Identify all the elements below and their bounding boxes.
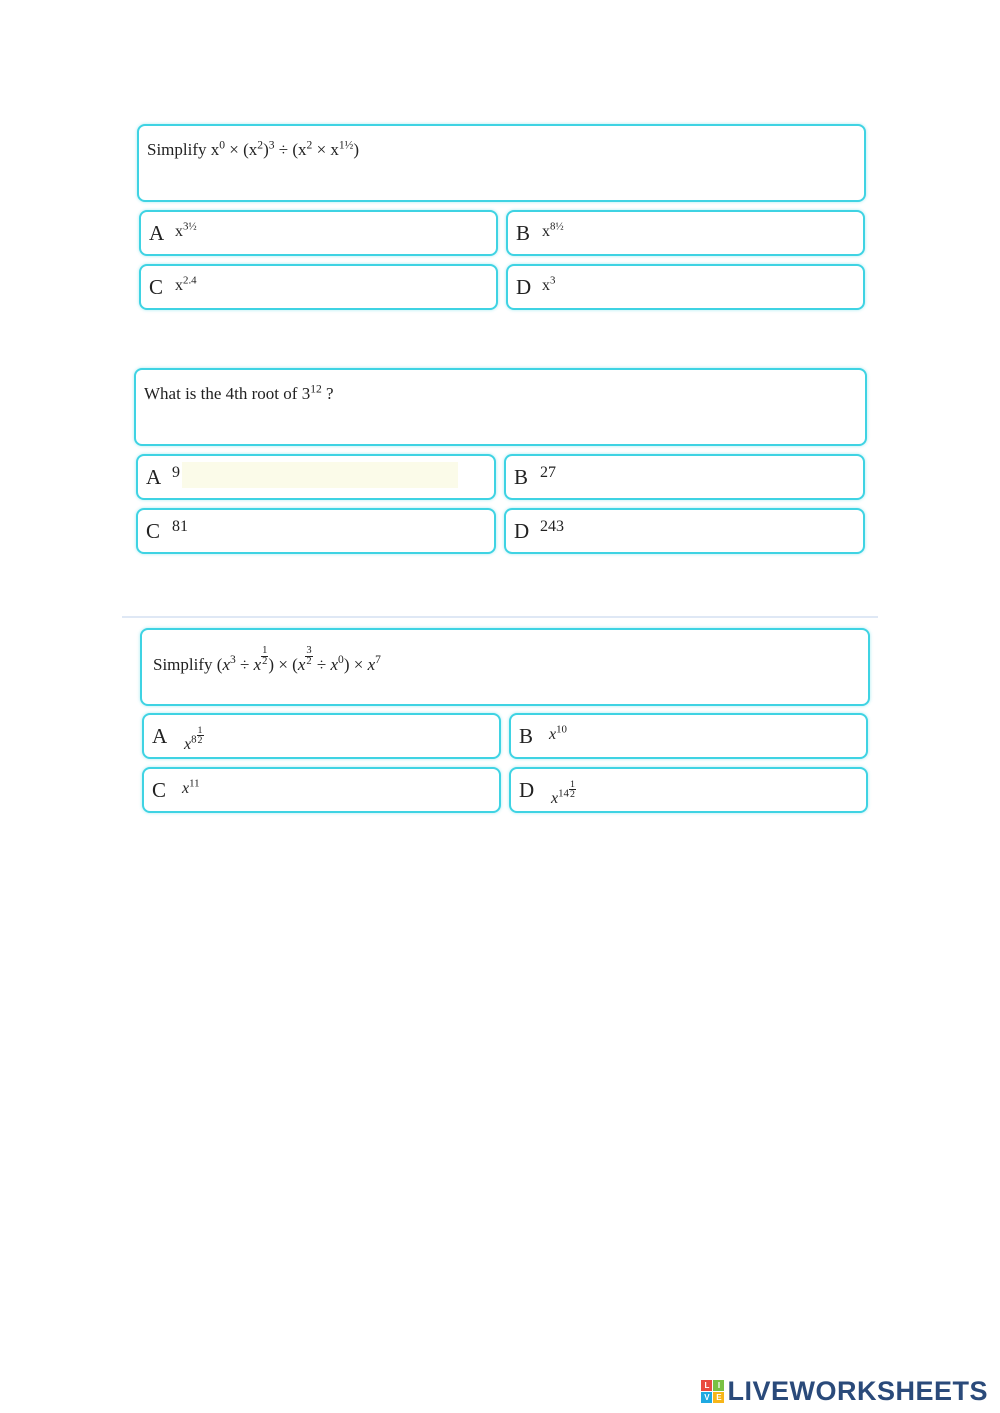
question-1-option-d[interactable] <box>506 264 865 310</box>
question-2-prefix: What is the 4th root of 3 <box>144 384 311 403</box>
option-letter: C <box>146 519 161 543</box>
option-value: 243 <box>540 518 564 535</box>
question-3-option-d[interactable] <box>509 767 868 813</box>
option-letter: A <box>146 465 162 489</box>
question-1-option-c[interactable] <box>139 264 498 310</box>
question-2-exponent: 12 <box>310 382 322 396</box>
liveworksheets-logo <box>701 1376 988 1407</box>
question-2-suffix: ? <box>321 384 334 403</box>
question-2-option-a[interactable] <box>136 454 496 500</box>
option-letter: B <box>519 724 534 748</box>
question-3-option-a[interactable] <box>142 713 501 759</box>
logo-mark-l: L <box>701 1380 712 1391</box>
option-value: $x^8$ $\frac{1}{2}$ <box>184 725 203 753</box>
option-value: 81 <box>172 518 188 535</box>
question-1-option-a[interactable] <box>139 210 498 256</box>
option-letter: C <box>152 778 167 802</box>
option-value: $x^{2.4}$ <box>175 274 197 294</box>
question-1-text: Simplify $x^0 \times (x^2)^3 \div (x^2 \times x^{1\frac{1}{2}})$ <box>147 138 360 159</box>
question-2-option-b[interactable] <box>504 454 865 500</box>
question-2-option-c[interactable] <box>136 508 496 554</box>
option-value: $x^{14}$ $\frac{1}{2}$ <box>551 779 575 807</box>
option-value: $x^{11}$ <box>182 777 200 797</box>
option-letter: A <box>149 221 165 245</box>
option-letter: D <box>514 519 530 543</box>
logo-mark-e: E <box>713 1392 724 1403</box>
question-1-box <box>137 124 866 202</box>
logo-text: LIVEWORKSHEETS <box>727 1376 988 1406</box>
question-1-prefix: Simplify x <box>147 140 220 159</box>
option-value: $x^{10}$ <box>549 723 567 743</box>
option-letter: B <box>514 465 529 489</box>
option-value: $x^{3\frac{1}{2}}$ <box>175 220 197 240</box>
option-letter: B <box>516 221 531 245</box>
option-letter: D <box>519 778 535 802</box>
section-divider <box>122 616 878 618</box>
question-2-option-d[interactable] <box>504 508 865 554</box>
question-3-text: Simplify ($x^3 \div x$ $\frac{1}{2}$ ) × (x $\frac{3}{2}$ ÷ $x^0) \times x^7$ <box>153 645 381 674</box>
option-highlight <box>182 462 458 488</box>
logo-mark-v: V <box>701 1392 712 1403</box>
question-3-option-b[interactable] <box>509 713 868 759</box>
question-2-box <box>134 368 867 446</box>
question-3-prefix: Simplify <box>153 654 217 674</box>
question-2-text <box>144 384 334 404</box>
option-letter: D <box>516 275 532 299</box>
option-value: 9 <box>172 464 180 481</box>
option-value: $x^3$ <box>542 274 556 294</box>
question-3-option-c[interactable] <box>142 767 501 813</box>
question-3-box <box>140 628 870 706</box>
logo-mark-icon <box>701 1380 724 1403</box>
option-letter: A <box>152 724 168 748</box>
option-value: $x^{8\frac{1}{2}}$ <box>542 220 564 240</box>
logo-mark-i: I <box>713 1380 724 1391</box>
option-value: 27 <box>540 464 556 481</box>
question-1-option-b[interactable] <box>506 210 865 256</box>
option-letter: C <box>149 275 164 299</box>
